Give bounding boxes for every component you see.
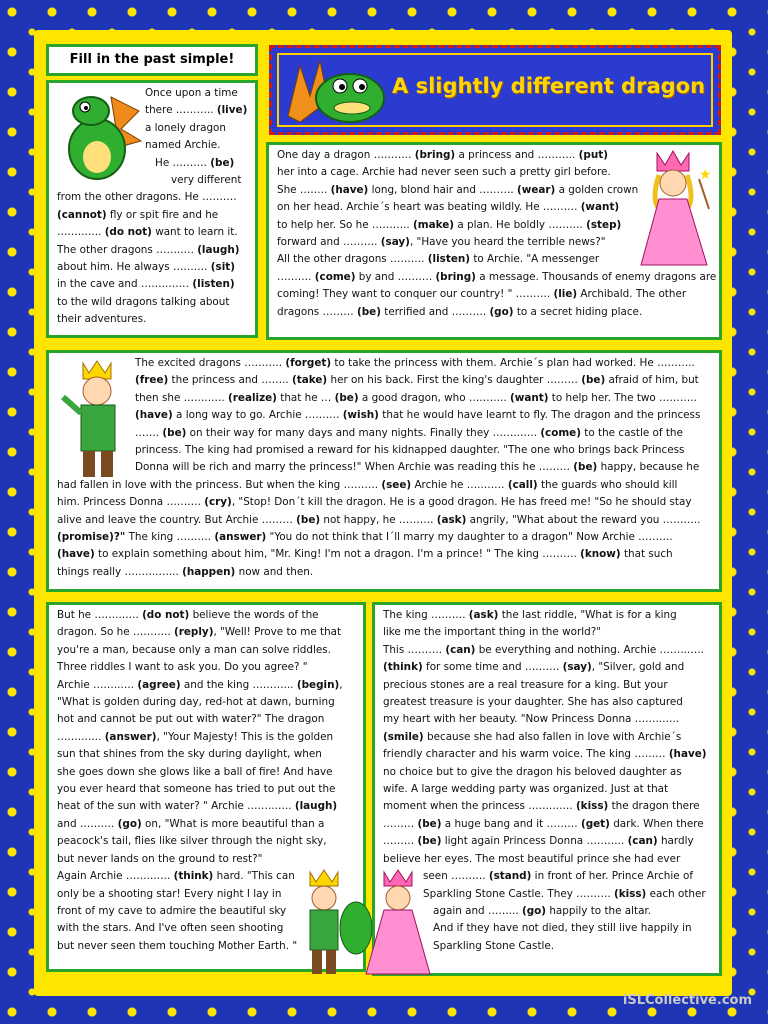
text-fragment: ……..….. [57, 730, 105, 743]
text-fragment: Once upon a time [145, 87, 238, 99]
text-line [375, 607, 719, 624]
text-line [49, 390, 719, 407]
text-fragment: friendly character and his warm voice. The king ……… [383, 748, 669, 761]
text-fragment: her on his back. First the king's daughter ……… [327, 374, 582, 387]
text-line [375, 781, 719, 798]
text-line [269, 199, 719, 216]
text-fragment: you're a man, because only a man can solve riddles. [57, 643, 331, 656]
text-line [49, 694, 363, 711]
verb-hint: (can) [627, 835, 658, 848]
text-fragment: dragons ……… [277, 305, 357, 318]
text-line [49, 172, 255, 189]
verb-hint: (get) [580, 817, 610, 830]
verb-hint: (do not) [104, 226, 152, 239]
text-fragment: because she had also fallen in love with Archie´s [423, 730, 682, 743]
text-fragment: The other dragons …….…. [57, 243, 198, 256]
story-box-2 [266, 142, 722, 340]
text-fragment: "You do not think that I´ll marry my daughter to a dragon" Now Archie ………. [266, 531, 673, 544]
text-fragment: The excited dragons ……….. [135, 357, 286, 369]
text-fragment: the princess and …….. [168, 374, 293, 387]
verb-hint: (be) [417, 817, 442, 830]
verb-hint: (come) [540, 426, 581, 439]
text-line [269, 164, 719, 181]
text-line [375, 677, 719, 694]
verb-hint: (listen) [192, 278, 235, 291]
text-fragment: She …….. [277, 183, 331, 196]
verb-hint: (know) [580, 548, 621, 561]
text-line [375, 624, 719, 641]
text-fragment: each other [646, 887, 706, 900]
text-line [269, 251, 719, 268]
text-line [49, 120, 255, 137]
text-fragment: , "Have you heard the terrible news?" [409, 236, 606, 249]
text-fragment: peacock's tail, flies like silver through the night sky, [57, 835, 327, 848]
verb-hint: (agree) [137, 678, 181, 691]
text-fragment: hard. "This can [213, 870, 295, 883]
text-line [49, 624, 363, 641]
watermark: iSLCollective.com [622, 993, 752, 1008]
verb-hint: (make) [413, 218, 455, 231]
svg-text:★: ★ [699, 167, 712, 183]
verb-hint: (have) [668, 748, 707, 761]
text-fragment: that such [620, 548, 673, 561]
verb-hint: (ask) [468, 609, 499, 621]
verb-hint: (stand) [488, 870, 532, 883]
verb-hint: (bring) [435, 270, 476, 283]
text-fragment: by and ………. [355, 270, 436, 283]
text-fragment: on her head. Archie´s heart was beating wildly. He ………. [277, 201, 581, 214]
text-fragment: the guards who should kill [537, 478, 678, 491]
text-line [49, 242, 255, 259]
text-line [49, 816, 363, 833]
text-fragment: the dragon there [608, 800, 700, 813]
verb-hint: (ask) [436, 513, 467, 526]
story-text-2 [269, 147, 719, 321]
verb-hint: (live) [216, 104, 248, 117]
text-fragment: All the other dragons ………. [277, 253, 428, 266]
text-fragment: to Archie. "A messenger [470, 253, 600, 266]
text-line [269, 217, 719, 234]
verb-hint: (think) [173, 870, 214, 883]
text-fragment: ……..….. [57, 226, 105, 239]
text-fragment: like me the important thing in the world?" [383, 626, 601, 639]
text-fragment: ………. [277, 270, 315, 283]
text-line [375, 798, 719, 815]
verb-hint: (think) [383, 661, 423, 674]
text-fragment: my heart with her beauty. "Now Princess Donna ……..….. [383, 713, 680, 726]
text-line [49, 512, 719, 529]
text-fragment: wife. A large wedding party was organized. Just at that [383, 783, 669, 796]
text-line [375, 694, 719, 711]
verb-hint: (reply) [174, 626, 214, 639]
text-line [49, 729, 363, 746]
verb-hint: (promise)?" [57, 531, 126, 544]
text-fragment: but never seen them touching Mother Earth. " [57, 939, 298, 952]
verb-hint: (wear) [517, 183, 556, 196]
text-fragment: a huge bang and it ……… [441, 817, 581, 830]
text-fragment: believe the words of the [189, 609, 319, 621]
text-line [49, 546, 719, 563]
verb-hint: (put) [578, 149, 608, 161]
verb-hint: (go) [117, 817, 142, 830]
text-line [49, 355, 719, 372]
text-line [375, 659, 719, 676]
text-fragment: to explain something about him, "Mr. King! I'm not a dragon. I'm a prince! " The king ………. [94, 548, 581, 561]
text-line [269, 286, 719, 303]
verb-hint: (want) [580, 201, 620, 214]
text-fragment: Donna will be rich and marry the princess!" When Archie was reading this he ……… [135, 461, 574, 474]
text-line [49, 781, 363, 798]
text-line [49, 494, 719, 511]
verb-hint: (do not) [142, 609, 190, 621]
text-fragment: believe her eyes. The most beautiful prince she had ever [383, 852, 681, 865]
text-fragment: ……. [135, 426, 163, 439]
text-line [49, 459, 719, 476]
text-fragment: a good dragon, who ……….. [358, 391, 510, 404]
text-fragment: princess. The king had promised a reward for his kidnapped daughter. "The one who brings back Princess [135, 444, 685, 457]
text-fragment: to the castle of the [580, 426, 683, 439]
text-fragment: , "Well! Prove to me that [213, 626, 342, 639]
text-fragment: a golden crown [555, 183, 639, 196]
text-fragment: front of my cave to admire the beautiful sky [57, 904, 287, 917]
text-fragment: light again Princess Donna ……….. [441, 835, 628, 848]
text-line [375, 764, 719, 781]
text-line [49, 207, 255, 224]
text-fragment: about him. He always ………. [57, 261, 211, 274]
text-fragment: fly or spit fire and he [106, 208, 219, 221]
text-fragment: only be a shooting star! Every night I lay in [57, 887, 282, 900]
text-line [49, 259, 255, 276]
text-fragment: But he ……..….. [57, 609, 143, 621]
text-line [49, 102, 255, 119]
text-fragment: in the cave and ……..…… [57, 278, 193, 291]
text-line [269, 304, 719, 321]
text-fragment: from the other dragons. He ………. [57, 191, 237, 204]
text-fragment: a long way to go. Archie ………. [172, 409, 343, 422]
text-fragment: happy, because he [597, 461, 700, 474]
dragon-head-icon [280, 56, 390, 128]
verb-hint: (say) [380, 236, 410, 249]
text-fragment: now and then. [235, 565, 314, 578]
text-line [49, 442, 719, 459]
text-line [49, 425, 719, 442]
text-line [49, 189, 255, 206]
text-fragment: ……… [383, 817, 418, 830]
text-line [49, 711, 363, 728]
text-fragment: terrified and ………. [380, 305, 490, 318]
verb-hint: (forget) [285, 357, 332, 369]
story-box-3 [46, 350, 722, 592]
text-fragment: with the stars. And I've often seen shooting [57, 922, 284, 935]
verb-hint: (lie) [553, 288, 578, 301]
verb-hint: (be) [334, 391, 359, 404]
text-fragment: very different [171, 174, 242, 187]
text-fragment: alive and leave the country. But Archie ……… [57, 513, 297, 526]
text-fragment: want to learn it. [151, 226, 238, 239]
verb-hint: (laugh) [197, 243, 240, 256]
verb-hint: (kiss) [575, 800, 609, 813]
text-fragment: a message. Thousands of enemy dragons are [475, 270, 717, 283]
verb-hint: (smile) [383, 730, 424, 743]
text-fragment: sun that shines from the sky during daylight, when [57, 748, 322, 761]
text-fragment: Archie he …..…… [411, 478, 508, 491]
instructions-header: Fill in the past simple! [46, 44, 258, 76]
verb-hint: (can) [445, 643, 476, 656]
text-fragment: dark. When there [609, 817, 704, 830]
text-fragment: moment when the princess ……..….. [383, 800, 576, 813]
text-fragment: had fallen in love with the princess. But when the king ………. [57, 478, 382, 491]
verb-hint: (free) [135, 374, 169, 387]
text-fragment: hardly [657, 835, 694, 848]
text-line [49, 407, 719, 424]
text-line [49, 137, 255, 154]
text-line [269, 234, 719, 251]
text-fragment: And if they have not died, they still live happily in [433, 922, 692, 935]
text-fragment: and ………. [57, 817, 118, 830]
text-line [49, 833, 363, 850]
text-fragment: that he would have learnt to fly. The dragon and the princess [378, 409, 701, 422]
text-fragment: to help her. So he ……….. [277, 218, 414, 231]
text-fragment: things really …..…..…... [57, 565, 183, 578]
text-fragment: for some time and ………. [422, 661, 563, 674]
verb-hint: (call) [507, 478, 538, 491]
text-fragment: angrily, "What about the reward you ……….. [466, 513, 701, 526]
text-fragment: "What is golden during day, red-hot at dawn, burning [57, 696, 335, 709]
text-line [375, 642, 719, 659]
text-line [49, 276, 255, 293]
text-fragment: that he … [276, 391, 335, 404]
verb-hint: (say) [562, 661, 592, 674]
verb-hint: (come) [314, 270, 356, 283]
text-fragment: a princess and ……….. [455, 149, 579, 161]
text-fragment: Again Archie ……..….. [57, 870, 174, 883]
text-fragment: happily to the altar. [546, 904, 652, 917]
verb-hint: (laugh) [294, 800, 338, 813]
text-line [375, 833, 719, 850]
story-box-1 [46, 80, 258, 338]
text-line [269, 269, 719, 286]
text-fragment: hot and cannot be put out with water?" The dragon [57, 713, 325, 726]
text-fragment: her into a cage. Archie had never seen such a pretty girl before. [277, 166, 611, 179]
text-line [49, 311, 255, 328]
text-line [49, 529, 719, 546]
text-fragment: then she ……..…. [135, 391, 229, 404]
title-banner [269, 45, 721, 135]
text-fragment: their adventures. [57, 313, 147, 326]
text-fragment: He ………. [155, 156, 211, 169]
verb-hint: (answer) [104, 730, 157, 743]
verb-hint: (have) [330, 183, 369, 196]
text-fragment: seen ………. [423, 870, 489, 883]
story-text-1 [49, 85, 255, 329]
verb-hint: (go) [521, 904, 547, 917]
text-fragment: there ……….. [145, 104, 217, 117]
text-line [375, 851, 719, 868]
text-fragment: a plan. He boldly ………. [454, 218, 587, 231]
verb-hint: (answer) [214, 531, 267, 544]
text-line [49, 659, 363, 676]
text-fragment: long, blond hair and ………. [368, 183, 518, 196]
text-line [49, 764, 363, 781]
text-fragment: in front of her. Prince Archie of [531, 870, 693, 883]
text-fragment: , "Stop! Don´t kill the dragon. He is a good dragon. He has freed me! "So he should stay [231, 496, 692, 509]
text-fragment: coming! They want to conquer our country! " ………. [277, 288, 554, 301]
text-fragment: the last riddle, "What is for a king [498, 609, 677, 621]
text-fragment: no choice but to give the dragon his beloved daughter as [383, 765, 682, 778]
text-fragment: ……… [383, 835, 418, 848]
text-fragment: but never lands on the ground to rest?" [57, 852, 263, 865]
text-line [375, 746, 719, 763]
text-fragment: dragon. So he ……….. [57, 626, 174, 639]
text-line [49, 851, 363, 868]
text-fragment: forward and ………. [277, 236, 381, 249]
verb-hint: (have) [135, 409, 173, 422]
verb-hint: (realize) [228, 391, 277, 404]
text-fragment: Sparkling Stone Castle. [433, 939, 555, 952]
text-fragment: The king ………. [125, 531, 215, 544]
verb-hint: (be) [417, 835, 442, 848]
verb-hint: (listen) [427, 253, 471, 266]
text-fragment: be everything and nothing. Archie ……..….. [475, 643, 704, 656]
text-line [49, 746, 363, 763]
text-line [375, 711, 719, 728]
text-fragment: , "Your Majesty! This is the golden [156, 730, 334, 743]
verb-hint: (be) [356, 305, 381, 318]
text-fragment: she goes down she glows like a ball of fire! And have [57, 765, 333, 778]
verb-hint: (bring) [414, 149, 456, 161]
verb-hint: (see) [381, 478, 412, 491]
text-fragment: not happy, he ………. [320, 513, 437, 526]
verb-hint: (cry) [204, 496, 232, 509]
text-fragment: him. Princess Donna ………. [57, 496, 205, 509]
text-fragment: Three riddles I want to ask you. Do you agree? " [57, 661, 308, 674]
text-fragment: a lonely dragon [145, 121, 227, 134]
story-text-3 [49, 355, 719, 581]
text-fragment: to a secret hiding place. [513, 305, 643, 318]
verb-hint: (happen) [182, 565, 236, 578]
text-fragment: Archibald. The other [577, 288, 687, 301]
text-line [49, 677, 363, 694]
verb-hint: (sit) [210, 261, 235, 274]
text-line [269, 147, 719, 164]
text-fragment: and the king ………... [180, 678, 297, 691]
text-fragment: again and ……... [433, 904, 522, 917]
text-line [269, 182, 719, 199]
couple-icon [296, 868, 436, 978]
text-fragment: The king ………. [383, 609, 469, 621]
verb-hint: (be) [210, 156, 235, 169]
text-fragment: on their way for many days and many nights. Finally they ……..….. [186, 426, 541, 439]
text-line [375, 729, 719, 746]
text-line [375, 816, 719, 833]
worksheet-title: A slightly different dragon [392, 74, 706, 98]
text-fragment: This ………. [383, 643, 446, 656]
text-fragment: One day a dragon ……….. [277, 149, 415, 161]
verb-hint: (go) [489, 305, 514, 318]
verb-hint: (wish) [342, 409, 379, 422]
text-line [49, 477, 719, 494]
text-fragment: to take the princess with them. Archie´s plan had worked. He ……….. [331, 357, 695, 369]
text-fragment: to the wild dragons talking about [57, 295, 230, 308]
verb-hint: (be) [162, 426, 187, 439]
text-line [49, 294, 255, 311]
verb-hint: (step) [586, 218, 622, 231]
text-fragment: , [339, 678, 343, 691]
verb-hint: (have) [57, 548, 95, 561]
text-fragment: you ever heard that someone has tried to put out the [57, 783, 336, 796]
verb-hint: (kiss) [613, 887, 647, 900]
text-line [49, 564, 719, 581]
text-fragment: afraid of him, but [605, 374, 699, 387]
verb-hint: (begin) [296, 678, 340, 691]
text-line [49, 85, 255, 102]
verb-hint: (be) [581, 374, 606, 387]
text-line [49, 372, 719, 389]
text-line [49, 642, 363, 659]
text-fragment: on, "What is more beautiful than a [141, 817, 325, 830]
text-fragment: , "Silver, gold and [591, 661, 685, 674]
text-line [49, 224, 255, 241]
text-fragment: to help her. The two ……….. [548, 391, 697, 404]
verb-hint: (cannot) [57, 208, 107, 221]
verb-hint: (be) [573, 461, 598, 474]
text-fragment: Archie ……..…. [57, 678, 138, 691]
verb-hint: (want) [510, 391, 549, 404]
verb-hint: (be) [296, 513, 321, 526]
text-fragment: Sparkling Stone Castle. They ………. [423, 887, 614, 900]
text-line [49, 798, 363, 815]
verb-hint: (take) [292, 374, 328, 387]
text-fragment: greatest treasure is your daughter. She has also captured [383, 696, 683, 709]
text-fragment: heat of the sun with water? " Archie ……..….. [57, 800, 295, 813]
text-fragment: named Archie. [145, 139, 221, 152]
text-line [49, 155, 255, 172]
text-line [49, 607, 363, 624]
text-fragment: precious stones are a real treasure for a king. But your [383, 678, 668, 691]
